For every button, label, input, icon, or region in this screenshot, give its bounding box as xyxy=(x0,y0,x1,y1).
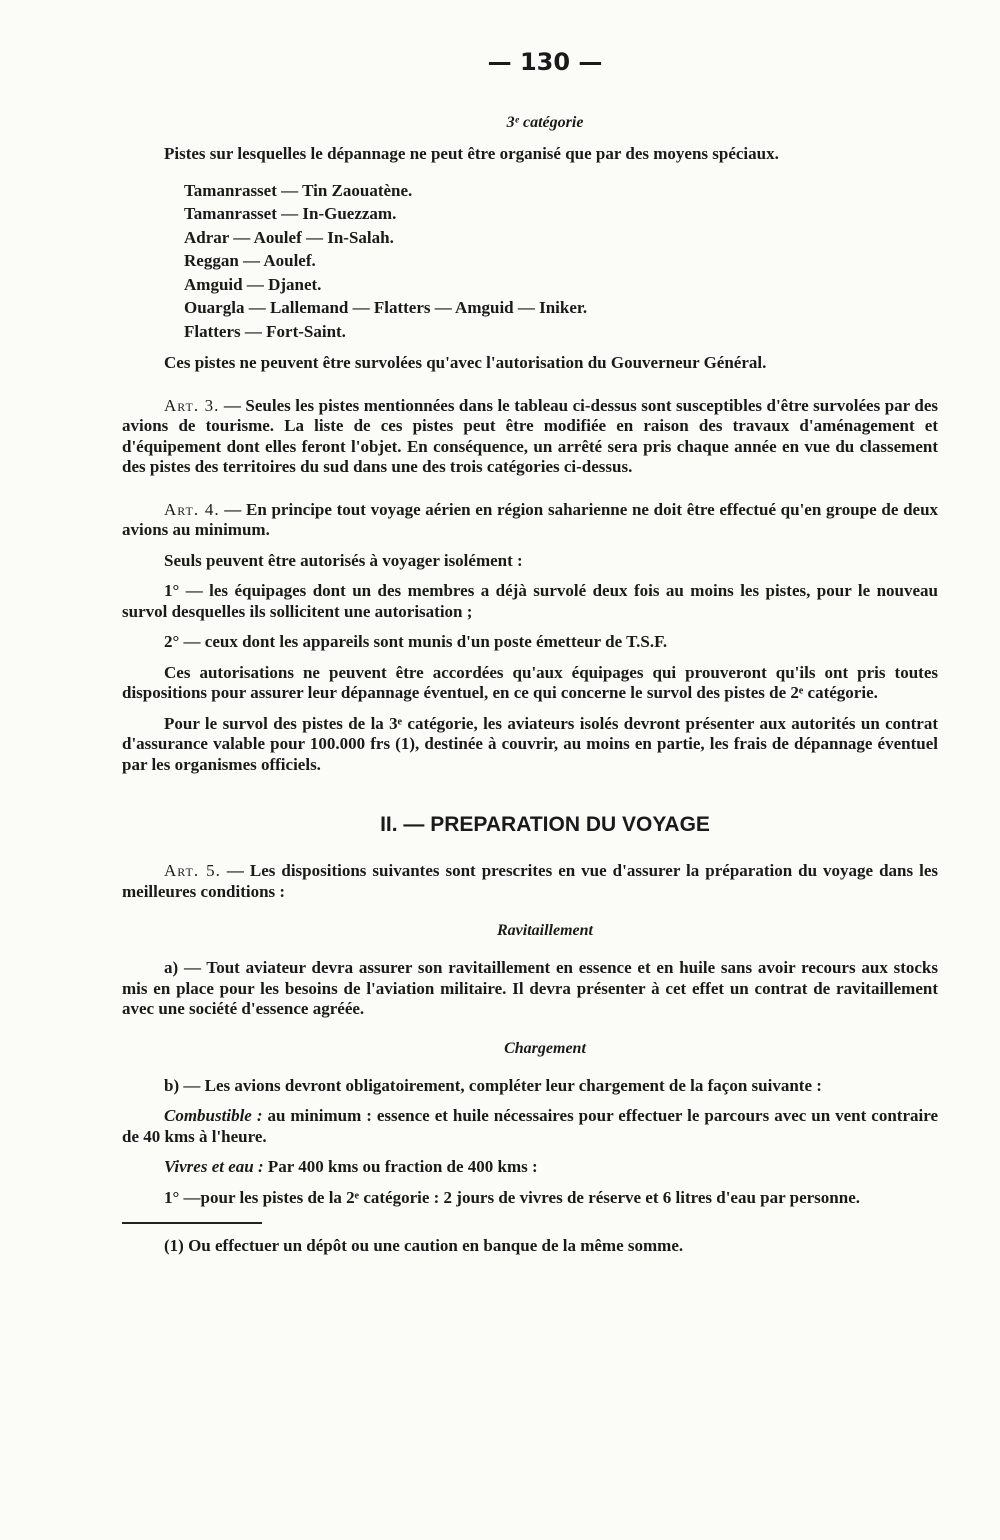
footnote-divider xyxy=(122,1222,262,1224)
combustible-label: Combustible : xyxy=(164,1106,263,1125)
route-item: Tamanrasset — Tin Zaouatène. xyxy=(184,180,413,200)
chargement-text: b) — Les avions devront obligatoirement, compléter leur chargement de la façon suivante : xyxy=(164,1075,822,1095)
article-5 xyxy=(122,861,938,902)
article-4-item-1: 1° — les équipages dont un des membres a déjà survolé deux fois au moins les pistes, pour le nouveau survol desquelles ils sollicitent une autorisation ; xyxy=(122,581,938,621)
article-4-item-2: 2° — ceux dont les appareils sont munis d'un poste émetteur de T.S.F. xyxy=(164,632,668,651)
route-item: Tamanrasset — In-Guezzam. xyxy=(184,204,397,223)
article-3-label: Art. 3. xyxy=(164,395,220,415)
footnote: (1) Ou effectuer un dépôt ou une caution en banque de la même somme. xyxy=(164,1236,684,1255)
category-intro: Pistes sur lesquelles le dépannage ne peut être organisé que par des moyens spéciaux. xyxy=(164,144,779,163)
route-item: Reggan — Aoulef. xyxy=(184,251,316,270)
route-item: Flatters — Fort-Saint. xyxy=(184,321,346,341)
vivres-text: Par 400 kms ou fraction de 400 kms : xyxy=(267,1157,538,1176)
vivres-label: Vivres et eau : xyxy=(164,1157,264,1176)
subheading-ravitaillement: Ravitaillement xyxy=(497,922,593,939)
article-5-label: Art. 5. xyxy=(164,861,221,880)
article-3-text: — Seules les pistes mentionnées dans le tableau ci-dessus sont susceptibles d'être survolées par des avions de tourisme. La liste de ces pistes peut être modifiée en raison des travaux d'aménagement et d'équipement dont elles feront l'objet. En conséquence, un arrêté sera pris chaque année en vue du classement des pistes des territoires du sud dans une des trois catégories ci-dessus. xyxy=(122,395,939,476)
vivres-para xyxy=(122,1157,938,1178)
article-3 xyxy=(122,396,938,478)
article-5-text: — Les dispositions suivantes sont prescrites en vue d'assurer la préparation du voyage dans les meilleures conditions : xyxy=(122,861,938,901)
article-4-para: Pour le survol des pistes de la 3ᵉ catégorie, les aviateurs isolés devront présenter aux autorités un contrat d'assurance valable pour 100.000 frs (1), destinée à couvrir, au moins en partie, les frais de dépannage éventuel par les organismes officiels. xyxy=(122,713,938,774)
article-4-para: Ces autorisations ne peuvent être accordées qu'aux équipages qui prouveront qu'ils ont pris toutes dispositions pour assurer leur dépannage éventuel, en ce qui concerne le survol des pistes de 2ᵉ catégorie. xyxy=(122,662,938,702)
combustible-para xyxy=(122,1106,938,1147)
vivres-item-1: 1° —pour les pistes de la 2ᵉ catégorie : 2 jours de vivres de réserve et 6 litres d'eau par personne. xyxy=(164,1187,860,1207)
route-list xyxy=(184,179,938,344)
combustible-text: au minimum : essence et huile nécessaires pour effectuer le parcours avec un vent contraire de 40 kms à l'heure. xyxy=(122,1106,938,1146)
article-4 xyxy=(122,500,938,541)
route-item: Amguid — Djanet. xyxy=(184,274,322,294)
article-4-para: Seuls peuvent être autorisés à voyager isolément : xyxy=(164,550,523,570)
subheading-chargement: Chargement xyxy=(504,1039,586,1057)
page-number: — 130 — xyxy=(487,48,603,76)
ravitaillement-text: a) — Tout aviateur devra assurer son ravitaillement en essence et en huile sans avoir recours aux stocks mis en place pour les besoins de l'aviation militaire. Il devra présenter à cet effet un contrat de ravitaillement avec une société d'essence agréée. xyxy=(122,958,938,1018)
route-item: Adrar — Aoulef — In-Salah. xyxy=(184,227,394,247)
route-item: Ouargla — Lallemand — Flatters — Amguid — Iniker. xyxy=(184,298,588,317)
category-heading: 3ᵉ catégorie xyxy=(506,114,584,131)
article-4-text: — En principe tout voyage aérien en région saharienne ne doit être effectué qu'en groupe de deux avions au minimum. xyxy=(122,499,939,539)
article-4-label: Art. 4. xyxy=(164,499,220,519)
section-title: II. — PREPARATION DU VOYAGE xyxy=(380,813,710,836)
routes-note: Ces pistes ne peuvent être survolées qu'avec l'autorisation du Gouverneur Général. xyxy=(164,353,767,372)
